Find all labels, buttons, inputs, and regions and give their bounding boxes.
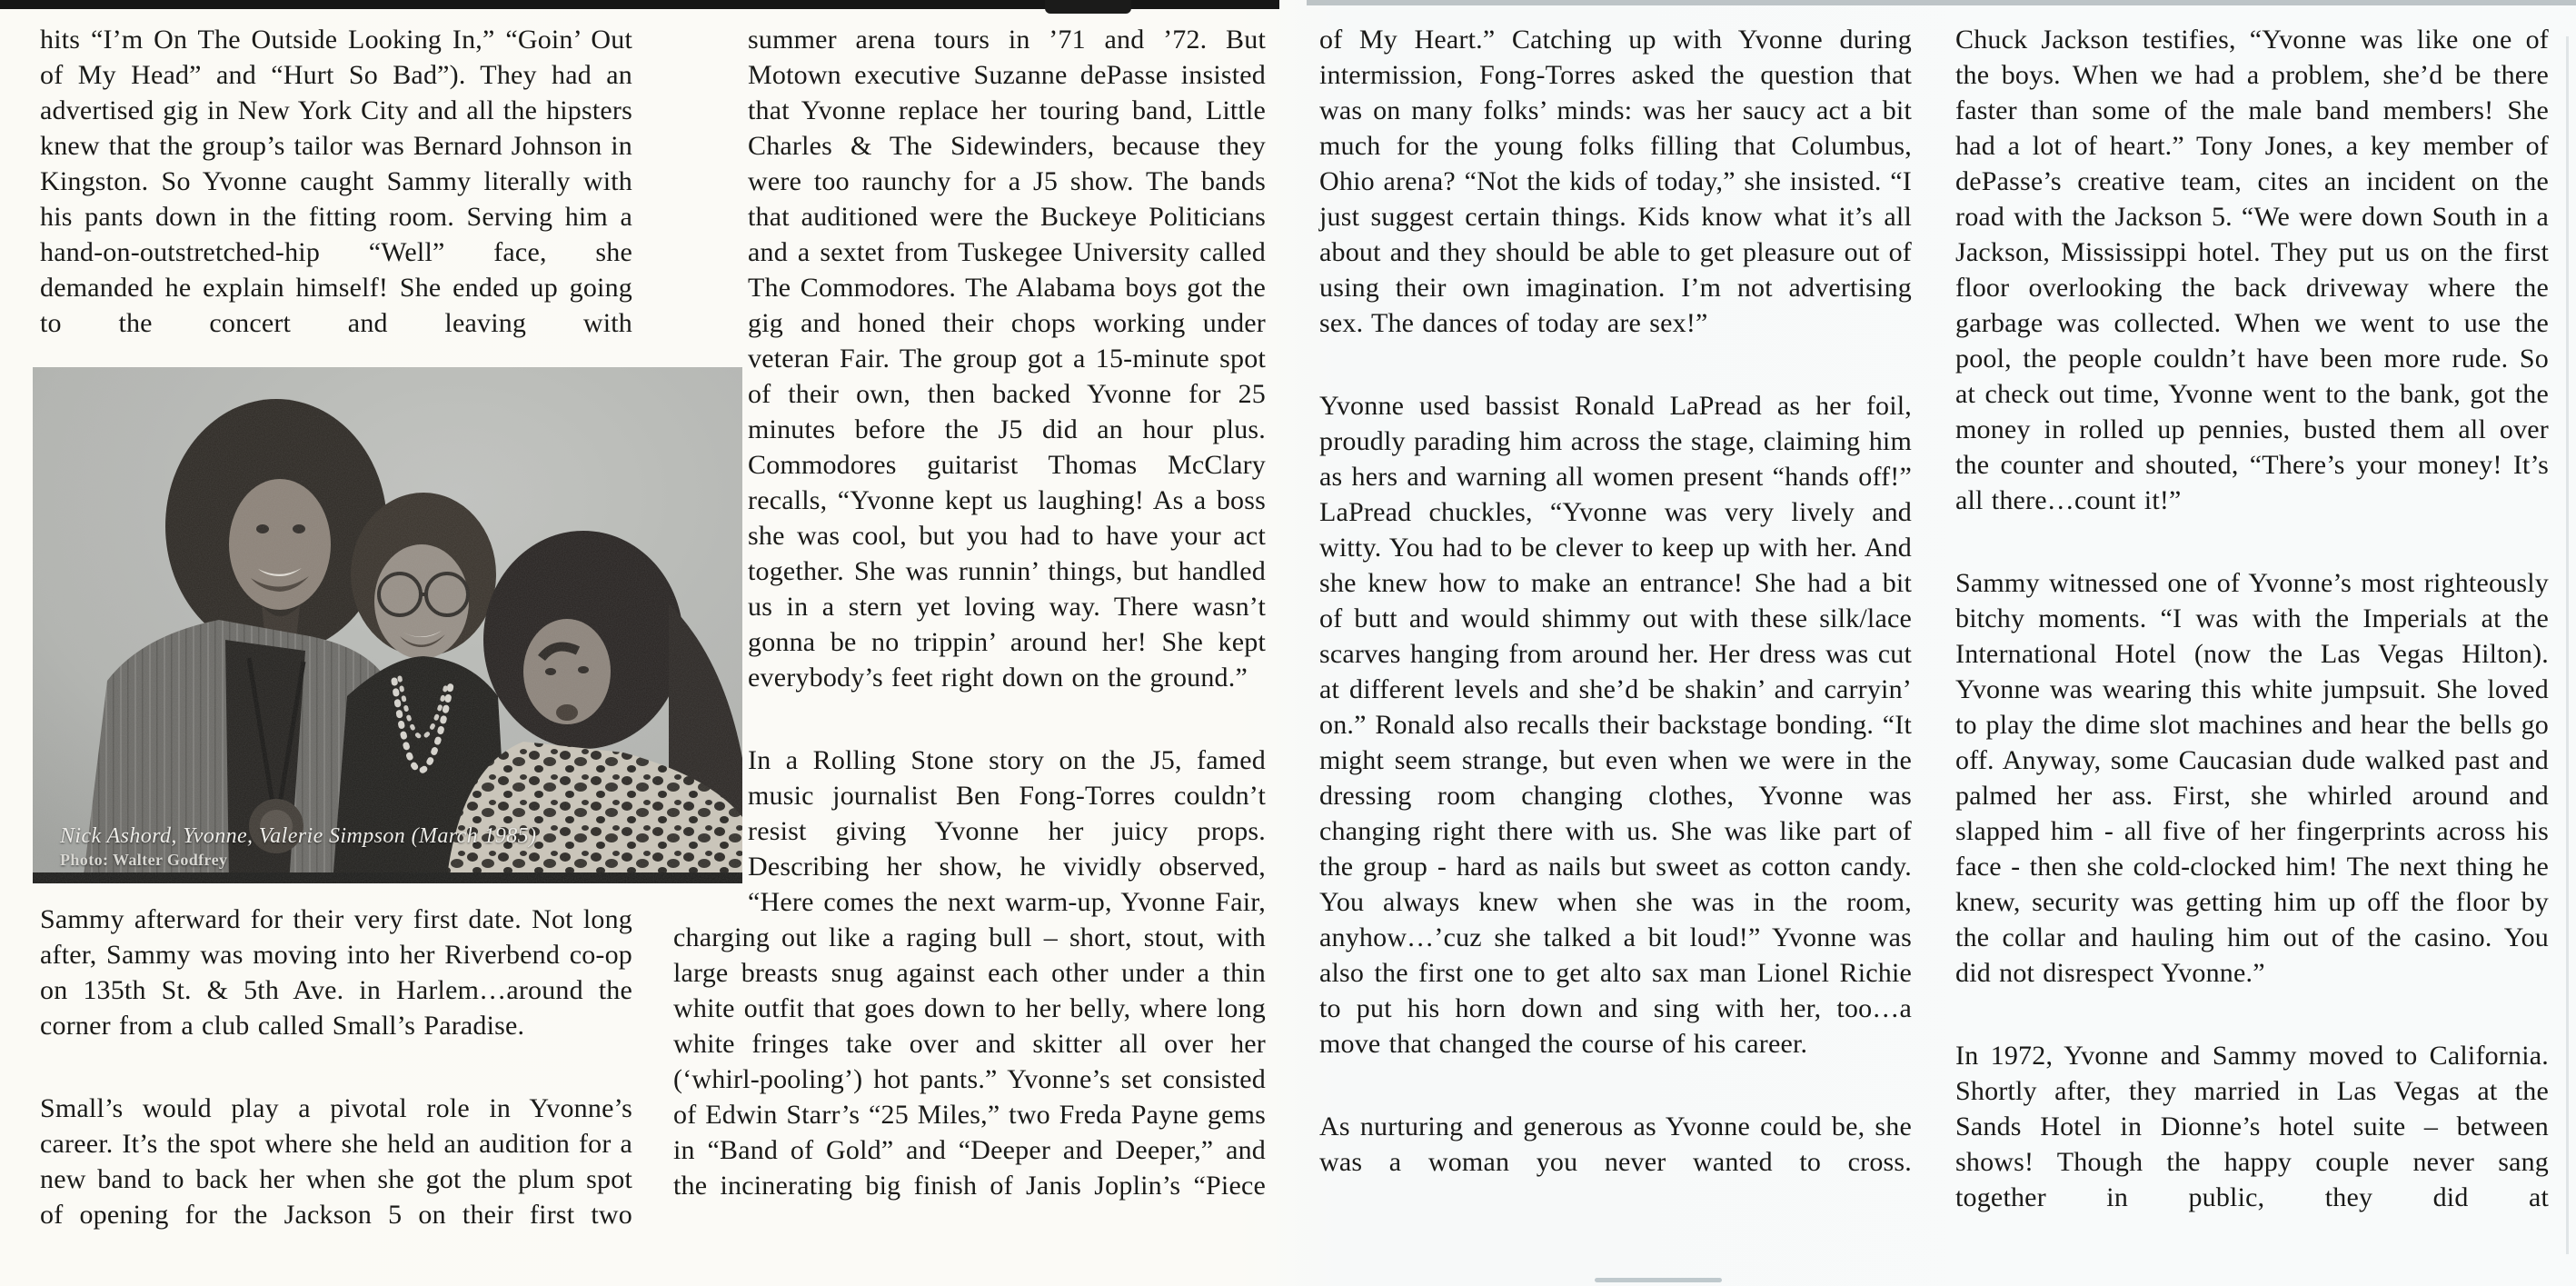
body-paragraph: hits “I’m On The Outside Looking In,” “Goin’ Out of My Head” and “Hurt So Bad”). They had an advertised gig in New York City and all the hipsters knew that the group’s tailor was Bernard Johnson in Kingston. So Yvonne caught Sammy literally with his pants down in the fitting room. Serving him a hand-on-outstretched-hip “Well” face, she demanded he explain himself! She ended up going to the concert and leaving with xyxy=(40,25,632,338)
body-paragraph: Yvonne used bassist Ronald LaPread as her foil, proudly parading him across the stage, claiming him as hers and warning all women present “hands off!” LaPread chuckles, “Yvonne was very lively and witty. You had to be clever to keep up with her. And she knew how to make an entrance! She had a bit of butt and would shimmy out with these silk/lace scarves hanging from around her. Her dress was cut at different levels and she’d be shakin’ and carryin’ on.” Ronald also recalls their backstage bonding. “It might seem strange, but even when we were in the dressing room changing clothes, Yvonne was changing right there with us. She was like part of the group - hard as nails but sweet as cotton candy. You always knew when she was in the room, anyhow…’cuz she talked a bit loud!” Yvonne was also the first one to get alto sax man Lionel Richie to put his horn down and sing with her, too…a move that changed the course of his career. xyxy=(1319,391,1912,1059)
body-paragraph: Sammy witnessed one of Yvonne’s most righteously bitchy moments. “I was with the Imperials at the International Hotel (now the Las Vegas Hilton). Yvonne was wearing this white jumpsuit. She loved to play the dime slot machines and hear the bells go off. Anyway, some Caucasian dude walked past and palmed her ass. First, she whirled around and slapped him - all five of her fingerprints across his face - then she cold-clocked him! The next thing he knew, security was getting him up off the floor by the collar and hauling him out of the casino. You did not disrespect Yvonne.” xyxy=(1955,568,2549,988)
body-paragraph: Sammy afterward for their very first date. Not long after, Sammy was moving into her Riverbend co-op on 135th St. & 5th Ave. in Harlem…around the corner from a club called Small’s Paradise. xyxy=(40,904,632,1041)
photo-image xyxy=(33,367,742,883)
body-paragraph: Small’s would play a pivotal role in Yvonne’s career. It’s the spot where she held an audition for a new band to back her when she got the plum spot of opening for the Jackson 5 on their first two xyxy=(40,1093,632,1230)
body-paragraph: of My Heart.” Catching up with Yvonne during intermission, Fong-Torres asked the question that was on many folks’ minds: was her saucy act a bit much for the young folks filling that Columbus, Ohio arena? “Not the kids of today,” she insisted. “I just suggest certain things. Kids know what it’s all about and they should be able to get pleasure out of using their own imagination. I’m not advertising sex. The dances of today are sex!” xyxy=(1319,25,1912,338)
scan-edge-bottom-smudge xyxy=(1595,1278,1722,1282)
scan-edge-right-line xyxy=(2566,36,2569,1254)
body-paragraph: In a Rolling Stone story on the J5, famed music journalist Ben Fong-Torres couldn’t resist giving Yvonne her juicy props. Describing her show, he vividly observed, “Here comes the next warm-up, Yvonne Fair, charging out like a raging bull – short, stout, with large breasts snug against each other under a thin white outfit that goes down to her belly, where long white fringes take over and skitter all over her (‘whirl-pooling’) hot pants.” Yvonne’s set consisted of Edwin Starr’s “25 Miles,” two Freda Payne gems in “Band of Gold” and “Deeper and Deeper,” and the incinerating big finish of Janis Joplin’s “Piece xyxy=(673,745,1266,1201)
body-paragraph: Chuck Jackson testifies, “Yvonne was like one of the boys. When we had a problem, she’d be there faster than some of the male band members! She had a lot of heart.” Tony Jones, a key member of dePasse’s creative team, cites an incident on the road with the Jackson 5. “We were down South in a Jackson, Mississippi hotel. They put us on the first floor overlooking the back driveway where the garbage was collected. When we went to use the pool, the people couldn’t have been more rude. So at check out time, Yvonne went to the bank, got the money in rolled up pennies, busted them all over the counter and shouted, “There’s your money! It’s all there…count it!” xyxy=(1955,25,2549,515)
photo-caption: Nick Ashord, Yvonne, Valerie Simpson (March 1985) xyxy=(60,824,537,848)
photo xyxy=(33,367,742,883)
scan-edge-top-right xyxy=(1307,0,2576,5)
photo-overhang-spacer xyxy=(673,364,748,902)
photo-grain-overlay xyxy=(33,367,742,883)
text-column-3 xyxy=(1319,22,1912,1180)
body-paragraph: summer arena tours in ’71 and ’72. But Motown executive Suzanne dePasse insisted that Yvonne replace her touring band, Little Charles & The Sidewinders, because they were too raunchy for a J5 show. The bands that auditioned were the Buckeye Politicians and a sextet from Tuskegee University called The Commodores. The Alabama boys got the gig and honed their chops working under veteran Fair. The group got a 15-minute spot of their own, then backed Yvonne for 25 minutes before the J5 did an hour plus. Commodores guitarist Thomas McClary recalls, “Yvonne kept us laughing! As a boss she was cool, but you had to have your act together. She was runnin’ things, but handled us in a stern yet loving way. There wasn’t gonna be no trippin’ around her! She kept everybody’s feet right down on the ground.” xyxy=(748,25,1266,693)
text-column-2 xyxy=(673,22,1266,1203)
text-column-1-bottom xyxy=(40,902,632,1232)
body-paragraph: As nurturing and generous as Yvonne could be, she was a woman you never wanted to cross. xyxy=(1319,1112,1912,1177)
text-column-1-top xyxy=(40,22,632,341)
body-paragraph: In 1972, Yvonne and Sammy moved to California. Shortly after, they married in Las Vegas at the Sands Hotel in Dionne’s hotel suite – between shows! Though the happy couple never sang together in public, they did at xyxy=(1955,1041,2549,1212)
photo-credit: Photo: Walter Godfrey xyxy=(60,851,228,869)
scan-edge-top-notch xyxy=(1045,0,1131,14)
text-column-4 xyxy=(1955,22,2549,1215)
